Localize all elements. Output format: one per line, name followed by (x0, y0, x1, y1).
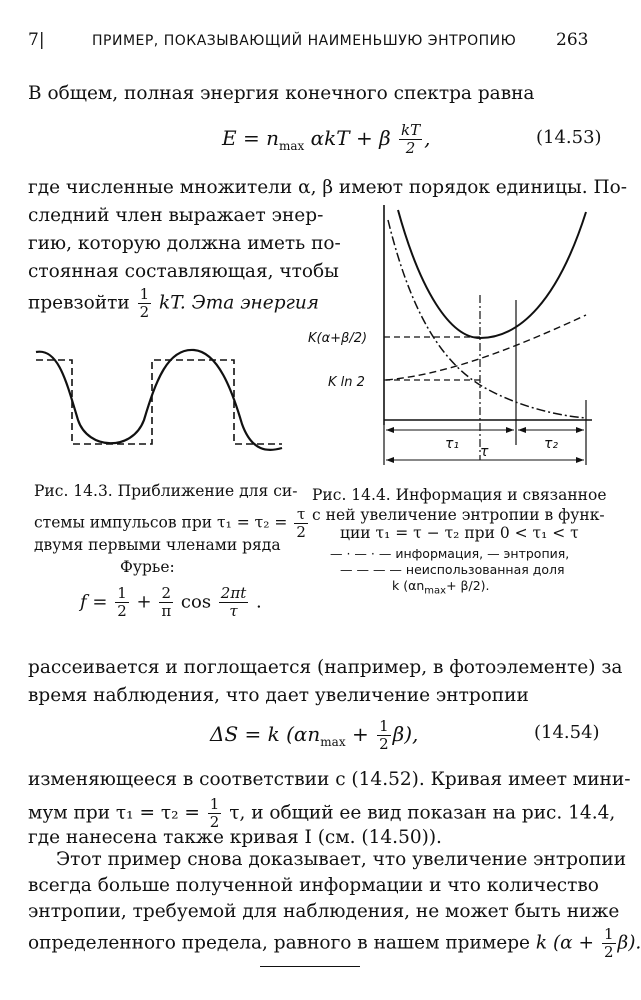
eq2-den: 2 (379, 735, 389, 753)
formula-n2: 2 (159, 585, 173, 603)
eq1-sub: max (278, 139, 305, 153)
fourier-formula (80, 585, 262, 620)
formula-d1: 2 (117, 602, 127, 620)
eq2-num: 1 (379, 717, 389, 735)
p4-frac-den: 2 (603, 943, 614, 961)
fig143-cap-num: τ (294, 506, 308, 524)
eq1-den: 2 (405, 139, 416, 157)
p3-line2-a: мум при τ₁ = τ₂ = (28, 802, 200, 824)
fig144-legend-line2: — — — — неиспользованная доля (340, 562, 565, 577)
eq2-right: β), (392, 722, 419, 746)
information-curve (388, 220, 586, 418)
eq1-left: E = n (222, 126, 279, 150)
label-tau: τ (480, 444, 489, 460)
p2-line2: время наблюдения, что дает увеличение энтропии (28, 685, 529, 706)
eq2-left: ΔS = k (αn (210, 722, 321, 746)
arrowhead-left-tau2 (518, 427, 526, 433)
arrowhead-right-tau1 (506, 427, 514, 433)
label-kln2: K ln 2 (328, 375, 365, 390)
p3-line2-b: τ, и общий ее вид показан на рис. 14.4, (229, 802, 616, 824)
eq2-number: (14.54) (534, 722, 600, 743)
running-title: ПРИМЕР, ПОКАЗЫВАЮЩИЙ НАИМЕНЬШУЮ ЭНТРОПИЮ (92, 33, 517, 49)
equation-14-54 (210, 718, 418, 753)
formula-frac2 (159, 585, 173, 620)
arrowhead-left-tau1 (386, 427, 394, 433)
footer-rule (260, 966, 360, 967)
p1-frac-den: 2 (139, 303, 150, 321)
fig143-caption-fraction (294, 506, 308, 541)
unused-share-curve (386, 315, 586, 380)
p4-line2: всегда больше полученной информации и что количество (28, 875, 599, 896)
formula-d2: π (161, 602, 172, 620)
p3-line3: где нанесена также кривая I (см. (14.50)). (28, 827, 442, 848)
p1-fraction (138, 286, 152, 321)
eq2-sub: max (320, 735, 346, 749)
fig144-caption-line2: с ней увеличение энтропии в функ- (312, 506, 605, 524)
formula-plus: + (136, 591, 152, 613)
p1-line5-a: превзойти (28, 292, 130, 314)
eq1-fraction (399, 122, 422, 157)
fig143-caption-line3: двумя первыми членами ряда (34, 536, 281, 554)
fig144-legend-line1: — · — · — информация, — энтропия, (330, 546, 570, 561)
p4-line4-a: определенного предела, равного в нашем примере (28, 932, 530, 954)
fig143-cap-den: 2 (296, 523, 306, 541)
formula-cos: cos (180, 591, 212, 613)
p1-line2: следний член выражает энер- (28, 205, 324, 226)
p3-frac-num: 1 (209, 795, 220, 813)
p1-frac-num: 1 (139, 285, 150, 303)
p4-line4 (28, 926, 641, 961)
p4-line3: энтропии, требуемой для наблюдения, не может быть ниже (28, 901, 620, 922)
legend-l3-sub: max (424, 585, 447, 597)
eq2-plus: + (351, 722, 369, 746)
p1-line4: стоянная составляющая, чтобы (28, 261, 339, 282)
fig143-caption-line1: Рис. 14.3. Приближение для си- (34, 482, 298, 500)
entropy-curve (398, 210, 586, 338)
fig143-caption-line4: Фурье: (120, 558, 175, 576)
formula-n1: 1 (117, 584, 127, 602)
arrowhead-right-tau (576, 457, 584, 463)
p4-line1: Этот пример снова доказывает, что увеличение энтропии (56, 849, 627, 870)
intro-line: В общем, полная энергия конечного спектра равна (28, 83, 535, 104)
p4-fraction (602, 926, 616, 961)
p1-line1: где численные множители α, β имеют порядок единицы. По- (28, 177, 628, 198)
p3-frac-den: 2 (209, 813, 220, 831)
p3-line1: изменяющееся в соответствии с (14.52). Кривая имеет мини- (28, 769, 631, 790)
p2-line1: рассеивается и поглощается (например, в фотоэлементе) за (28, 657, 623, 678)
label-tau2: τ₂ (544, 436, 559, 452)
fig144-caption-line3: ции τ₁ = τ − τ₂ при 0 < τ₁ < τ (340, 524, 579, 542)
label-k-alpha: K(α+β/2) (308, 331, 368, 346)
p4-line4-c: β). (617, 932, 641, 954)
equation-14-53: $E = n_{max}$ αkT + β $\frac{kT}{2}$ , (222, 121, 431, 157)
fig144-caption-line1: Рис. 14.4. Информация и связанное (312, 486, 607, 504)
label-tau1: τ₁ (445, 436, 460, 452)
arrowhead-right-tau2 (576, 427, 584, 433)
legend-l3-a: k (αn (392, 578, 425, 593)
page-number: 263 (556, 30, 589, 50)
formula-end: . (255, 591, 262, 613)
figure-14-4 (300, 200, 600, 470)
p1-line3: гию, которую должна иметь по- (28, 233, 341, 254)
formula-d3: τ (229, 602, 238, 620)
eq1-number: (14.53) (536, 127, 602, 148)
formula-frac1 (115, 585, 129, 620)
fig144-legend-line3 (392, 578, 490, 600)
figure-14-3 (28, 340, 290, 460)
legend-l3-end: + β/2). (446, 578, 490, 593)
formula-f: f = (80, 591, 108, 613)
formula-n3: 2πt (220, 584, 247, 602)
p1-line5 (28, 286, 319, 321)
eq1-num: kT (400, 121, 421, 139)
eq1-mid: αkT + β (310, 126, 391, 150)
fig143-caption-line2-text: стемы импульсов при τ₁ = τ₂ = (34, 513, 288, 532)
p4-frac-num: 1 (603, 925, 614, 943)
p1-line5-b: kT. Эта энергия (159, 292, 320, 314)
section-number: 7| (28, 30, 45, 50)
eq2-fraction (377, 718, 391, 753)
formula-frac3 (219, 585, 248, 620)
cosine-curve (36, 350, 282, 450)
arrowhead-left-tau (386, 457, 394, 463)
p4-line4-b: k (α + (535, 932, 595, 954)
